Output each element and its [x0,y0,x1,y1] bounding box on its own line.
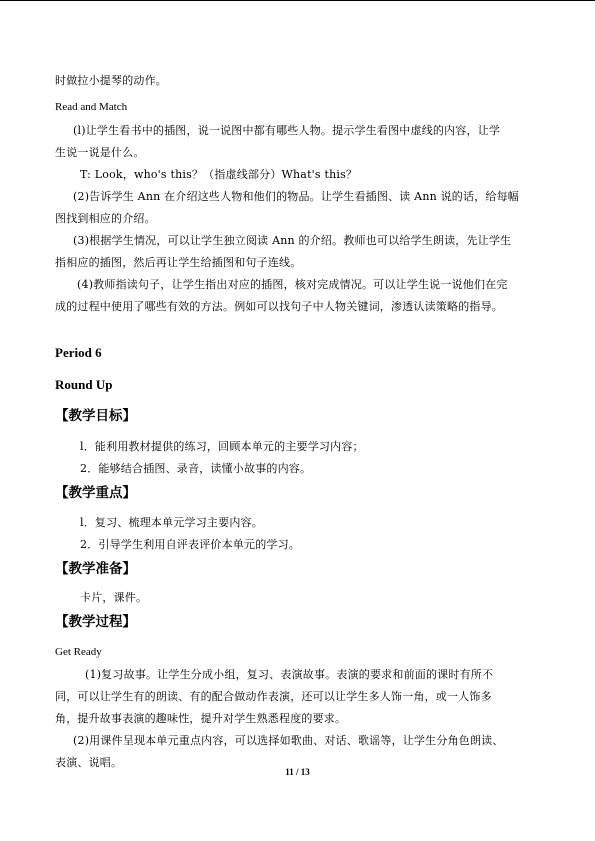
process-heading: 【教学过程】 [55,614,136,630]
paragraph-line: (2)用课件呈现本单元重点内容，可以选择如歌曲、对话、歌谣等，让学生分角色朗读、 [73,734,504,747]
focus-item: l．复习、梳理本单元学习主要内容。 [80,516,263,529]
process-subheading: Get Ready [55,646,102,658]
paragraph-line: 成的过程中使用了哪些有效的方法。例如可以找句子中人物关键词，渗透认读策略的指导。 [55,300,503,313]
paragraph-line: 同，可以让学生有的朗读、有的配合做动作表演，还可以让学生多人饰一角，或一人饰多 [55,690,492,703]
focus-heading: 【教学重点】 [55,485,136,501]
paragraph-line: 表演、说唱。 [55,756,123,769]
paragraph-line: (4)教师指读句子，让学生指出对应的插图，核对完成情况。可以让学生说一说他们在完 [77,278,508,291]
prep-heading: 【教学准备】 [55,561,136,577]
focus-item: 2．引导学生利用自评表评价本单元的学习。 [80,538,300,551]
paragraph-line: T: Look，who's this？（指虚线部分）What's this？ [80,168,358,181]
period-title: Period 6 [55,345,102,360]
section-subheading: Read and Match [55,101,128,113]
goal-item: l．能利用教材提供的练习，回顾本单元的主要学习内容； [80,440,364,453]
paragraph-line: (2)告诉学生 Ann 在介绍这些人物和他们的物品。让学生看插图、读 Ann 说的话，给每幅 [73,190,519,203]
page-number: 11 / 13 [285,767,310,777]
goal-item: 2．能够结合插图、录音，读懂小故事的内容。 [80,462,312,475]
goals-heading: 【教学目标】 [55,408,136,424]
paragraph-line: 图找到相应的介绍。 [55,212,156,225]
paragraph-line: (l)让学生看书中的插图，说一说图中都有哪些人物。提示学生看图中虚线的内容，让学 [73,124,501,137]
paragraph-line: (3)根据学生情况，可以让学生独立阅读 Ann 的介绍。教师也可以给学生朗读，先让学生 [73,234,512,247]
lesson-title: Round Up [55,377,113,392]
paragraph-line: (1)复习故事。让学生分成小组，复习、表演故事。表演的要求和前面的课时有所不 [85,668,494,681]
prep-text: 卡片，课件。 [80,591,148,604]
paragraph-line: 指相应的插图，然后再让学生给插图和句子连线。 [55,256,302,269]
top-rule [0,0,595,1]
paragraph-line: 生说一说是什么。 [55,146,145,159]
paragraph-line: 角，提升故事表演的趣味性，提升对学生熟悉程度的要求。 [55,712,347,725]
paragraph-line: 时做拉小提琴的动作。 [55,74,167,87]
